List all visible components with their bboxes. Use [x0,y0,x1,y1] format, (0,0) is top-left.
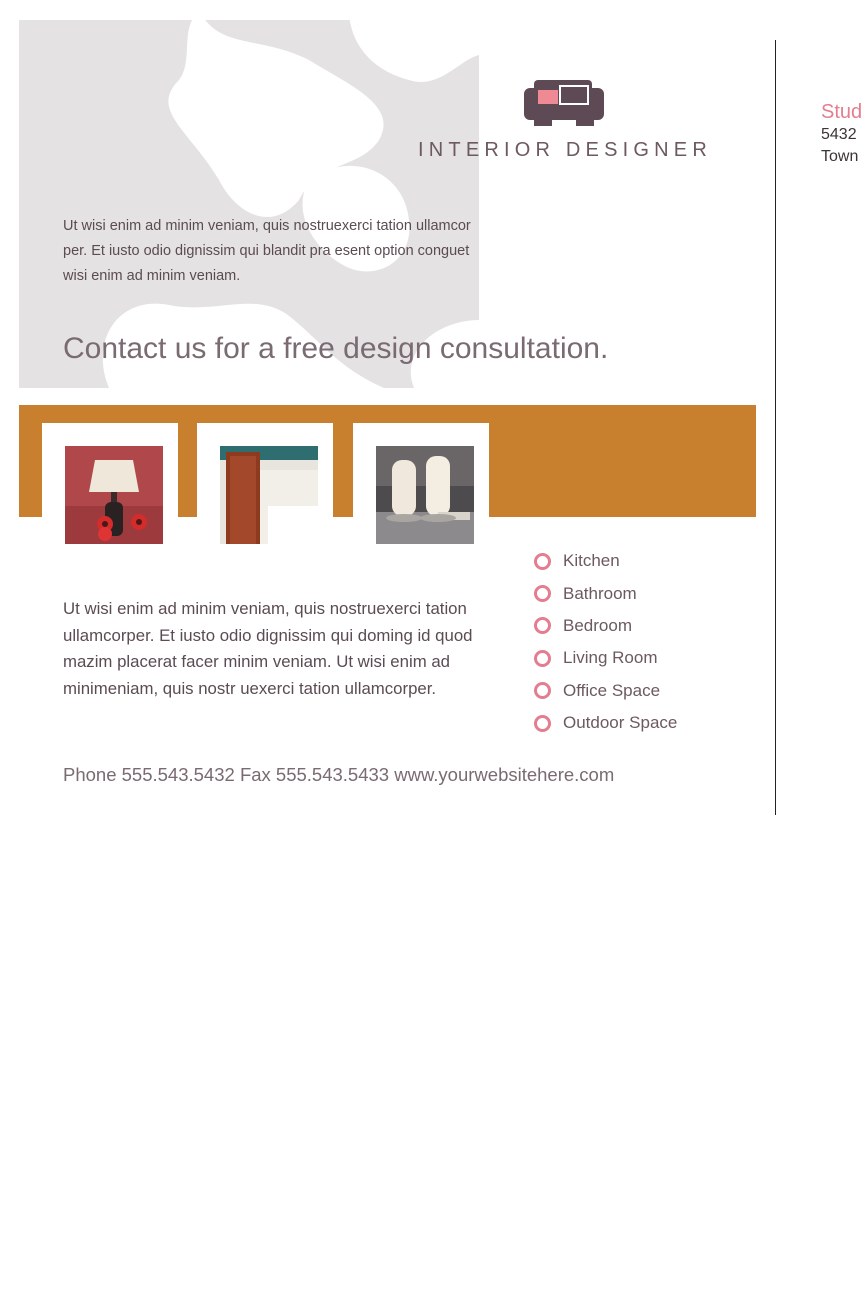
sofa-logo [524,80,604,128]
address-line: 5432 [821,126,857,143]
circle-bullet-icon [534,617,551,634]
list-item [534,642,677,674]
circle-bullet-icon [534,650,551,667]
circle-bullet-icon [534,585,551,602]
room-label: Bedroom [563,615,632,635]
list-item [534,577,677,609]
list-item [534,675,677,707]
list-item [534,545,677,577]
photo-frame [42,423,178,553]
list-item [534,707,677,739]
room-label: Kitchen [563,551,620,571]
room-list [534,545,677,739]
room-label: Office Space [563,680,661,700]
room-label: Outdoor Space [563,713,678,733]
brand-title: INTERIOR DESIGNER [418,139,712,161]
contact-line: Phone 555.543.5432 Fax 555.543.5433 www.yourwebsitehere.com [63,764,615,785]
headline: Contact us for a free design consultation. [63,332,609,365]
circle-bullet-icon [534,682,551,699]
circle-bullet-icon [534,553,551,570]
photo-frame [353,423,489,553]
intro-text: Ut wisi enim ad minim veniam, quis nostruexerci tation ullamcor per. Et iusto odio dignissim qui blandit pra esent option conguet wisi enim ad minim veniam. [63,218,471,284]
circle-bullet-icon [534,715,551,732]
candles-photo [376,446,474,544]
body-text: Ut wisi enim ad minim veniam, quis nostruexerci tation ullamcorper. Et iusto odio dignissim qui doming id quod mazim placerat facer minim veniam. Ut wisi enim ad minimeniam, quis nostr uexerci tation ullamcorper. [63,599,473,698]
photo-frame [197,423,333,553]
fold-divider [775,40,776,815]
chair-photo [220,446,318,544]
address-block [821,100,862,168]
list-item [534,610,677,642]
studio-name: Stud [821,101,862,123]
address-line: Town [821,148,859,165]
room-label: Bathroom [563,583,637,603]
room-label: Living Room [563,648,658,668]
lamp-photo [65,446,163,544]
